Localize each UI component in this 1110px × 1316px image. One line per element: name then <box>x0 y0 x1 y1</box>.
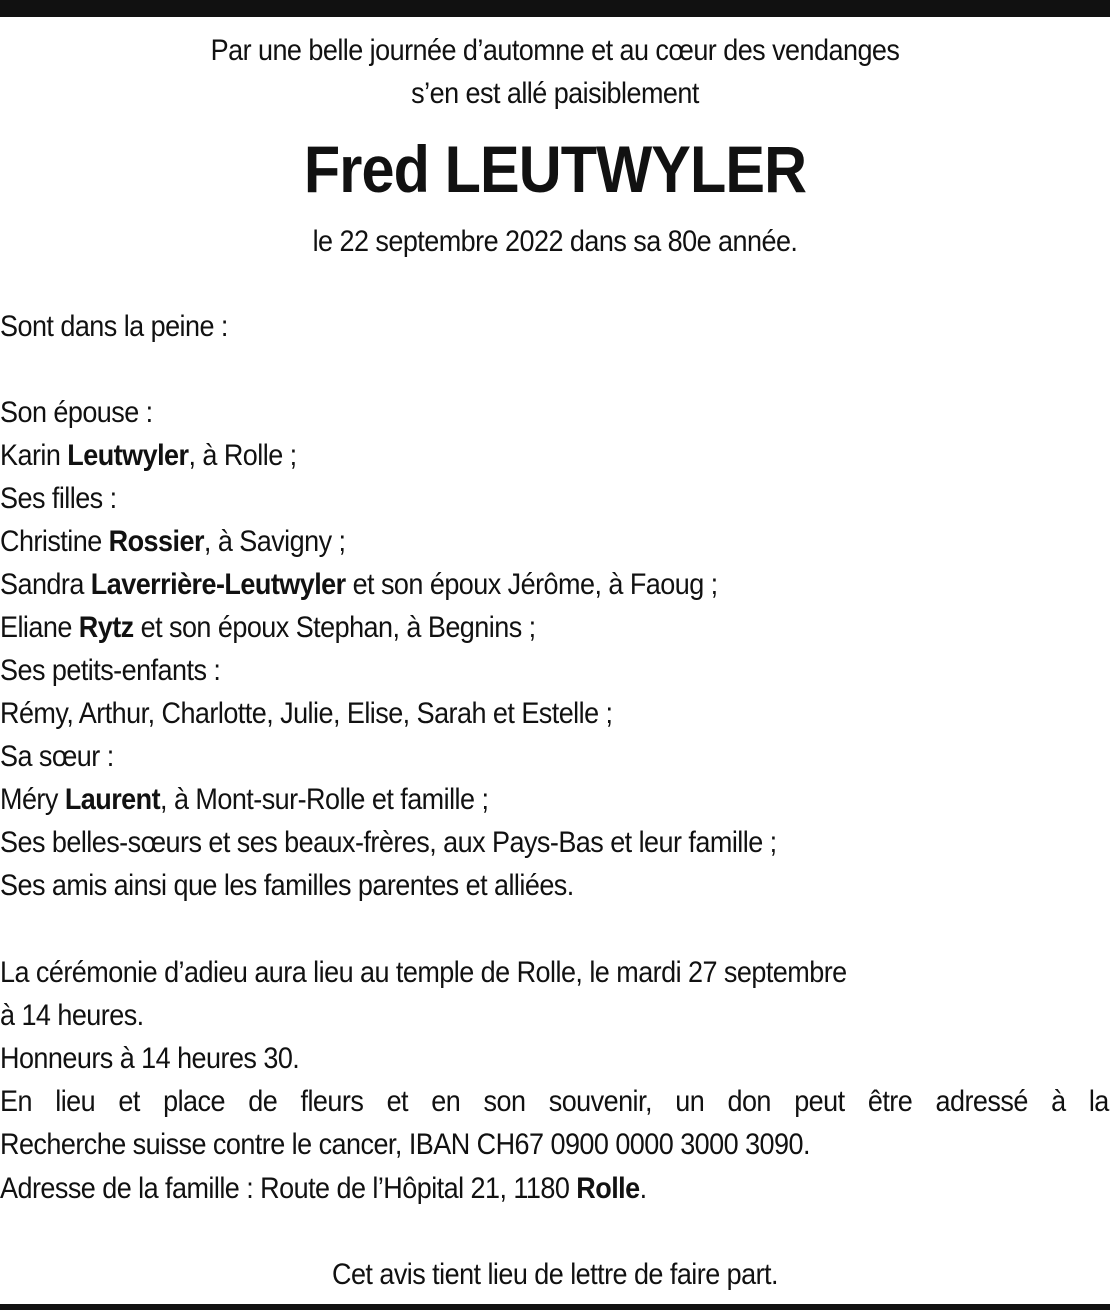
sister-surname: Laurent <box>64 783 161 816</box>
grandchildren-list: Rémy, Arthur, Charlotte, Julie, Elise, Sarah et Estelle ; <box>0 697 613 730</box>
friends-line: Ses amis ainsi que les familles parentes et alliées. <box>0 869 574 902</box>
spouse-surname: Leutwyler <box>67 439 189 472</box>
ceremony-line-2: à 14 heures. <box>0 999 144 1032</box>
daughter-1-surname: Rossier <box>108 525 204 558</box>
daughters-label: Ses filles : <box>0 482 117 515</box>
honours-line: Honneurs à 14 heures 30. <box>0 1042 300 1075</box>
grandchildren-label: Ses petits-enfants : <box>0 654 221 687</box>
daughter-entry-2: Sandra Laverrière-Leutwyler et son époux Jérôme, à Faoug ; <box>0 568 718 601</box>
bottom-border-rule <box>0 1304 1110 1310</box>
deceased-name: Fred LEUTWYLER <box>303 132 807 206</box>
daughter-entry-3: Eliane Rytz et son époux Stephan, à Begnins ; <box>0 611 536 644</box>
daughter-3-surname: Rytz <box>78 611 134 644</box>
family-heading: Sont dans la peine : <box>0 310 228 343</box>
closing-line: Cet avis tient lieu de lettre de faire part. <box>331 1258 778 1291</box>
donation-line-1: En lieu et place de fleurs et en son souvenir, un don peut être adressé à la <box>0 1085 1109 1118</box>
spouse-entry: Karin Leutwyler, à Rolle ; <box>0 439 297 472</box>
intro-line-2: s’en est allé paisiblement <box>411 77 699 110</box>
sister-entry: Méry Laurent, à Mont-sur-Rolle et famille ; <box>0 783 489 816</box>
address-city: Rolle <box>576 1172 640 1205</box>
donation-line-2: Recherche suisse contre le cancer, IBAN CH67 0900 0000 3000 3090. <box>0 1128 810 1161</box>
top-border-rule <box>0 0 1110 17</box>
daughter-entry-1: Christine Rossier, à Savigny ; <box>0 525 346 558</box>
in-laws-line: Ses belles-sœurs et ses beaux-frères, aux Pays-Bas et leur famille ; <box>0 826 777 859</box>
sister-label: Sa sœur : <box>0 740 114 773</box>
spouse-label: Son épouse : <box>0 396 153 429</box>
intro-line-1: Par une belle journée d’automne et au cœur des vendanges <box>210 34 900 67</box>
daughter-2-surname: Laverrière-Leutwyler <box>90 568 346 601</box>
ceremony-line-1: La cérémonie d’adieu aura lieu au temple de Rolle, le mardi 27 septembre <box>0 956 847 989</box>
family-address: Adresse de la famille : Route de l’Hôpital 21, 1180 Rolle. <box>0 1172 647 1205</box>
date-line: le 22 septembre 2022 dans sa 80e année. <box>312 225 798 258</box>
